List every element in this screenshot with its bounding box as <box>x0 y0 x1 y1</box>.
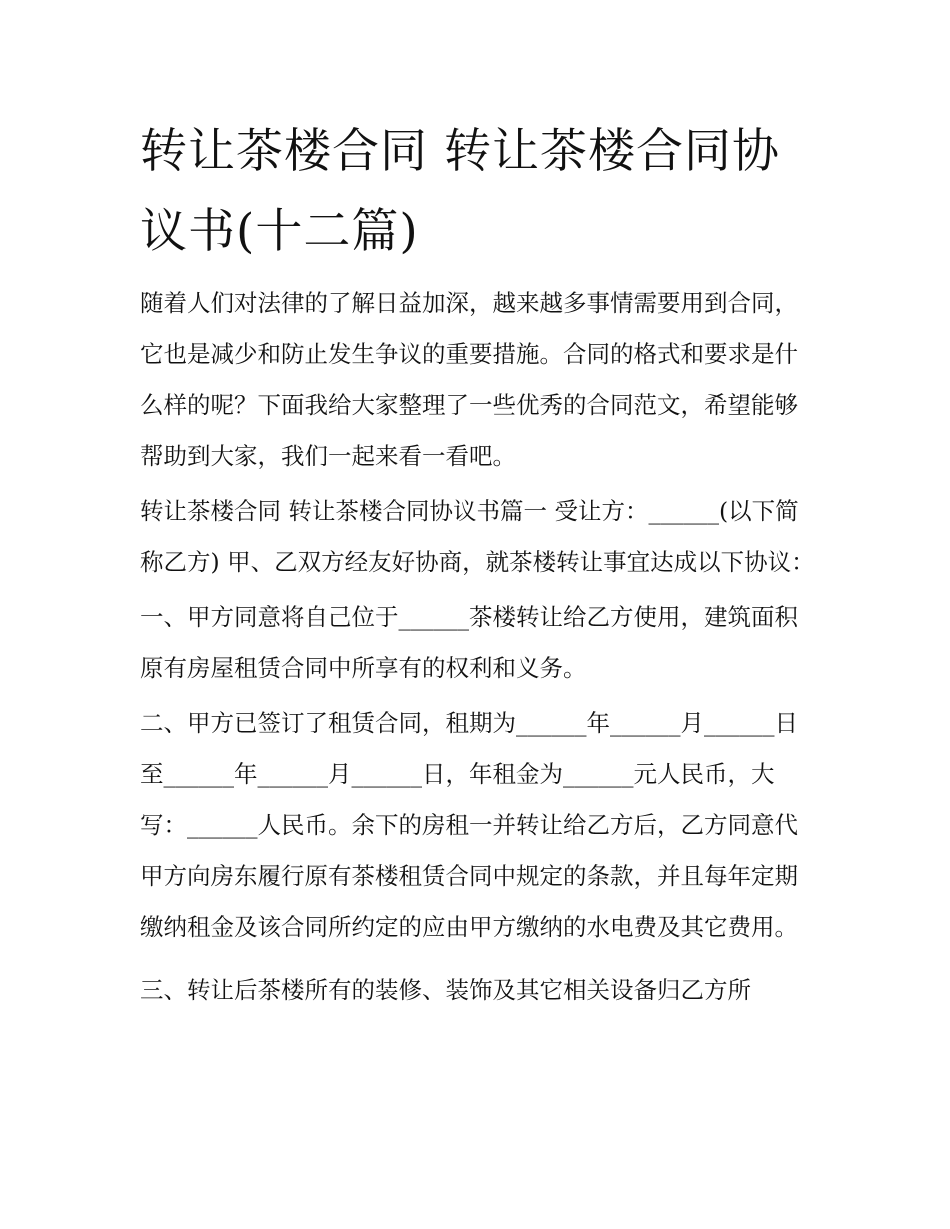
section-one-header-paragraph: 转让茶楼合同 转让茶楼合同协议书篇一 受让方：______(以下简称乙方) 甲、乙双方经友好协商，就茶楼转让事宜达成以下协议： <box>140 497 815 576</box>
intro-paragraph: 随着人们对法律的了解日益加深，越来越多事情需要用到合同，它也是减少和防止发生争议的重要措施。合同的格式和要求是什么样的呢？下面我给大家整理了一些优秀的合同范文，希望能够帮助到大家，我们一起来看一看吧。 <box>140 289 798 470</box>
clause-1-paragraph: 一、甲方同意将自己位于______茶楼转让给乙方使用，建筑面积原有房屋租赁合同中所享有的权利和义务。 <box>140 603 798 682</box>
clause-3-paragraph: 三、转让后茶楼所有的装修、装饰及其它相关设备归乙方所 <box>140 976 751 1004</box>
clause-2-paragraph: 二、甲方已签订了租赁合同，租期为______年______月______日至______年______月______日，年租金为______元人民币，大写：______人民币。余下的房租一并转让给乙方后，乙方同意代甲方向房东履行原有茶楼租赁合同中规定的条款，并且每年定期缴纳租金及该合同所约定的应由甲方缴纳的水电费及其它费用。 <box>140 709 798 941</box>
document-body <box>140 278 820 1016</box>
document-title: 转让茶楼合同 转让茶楼合同协议书(十二篇) <box>140 124 780 259</box>
